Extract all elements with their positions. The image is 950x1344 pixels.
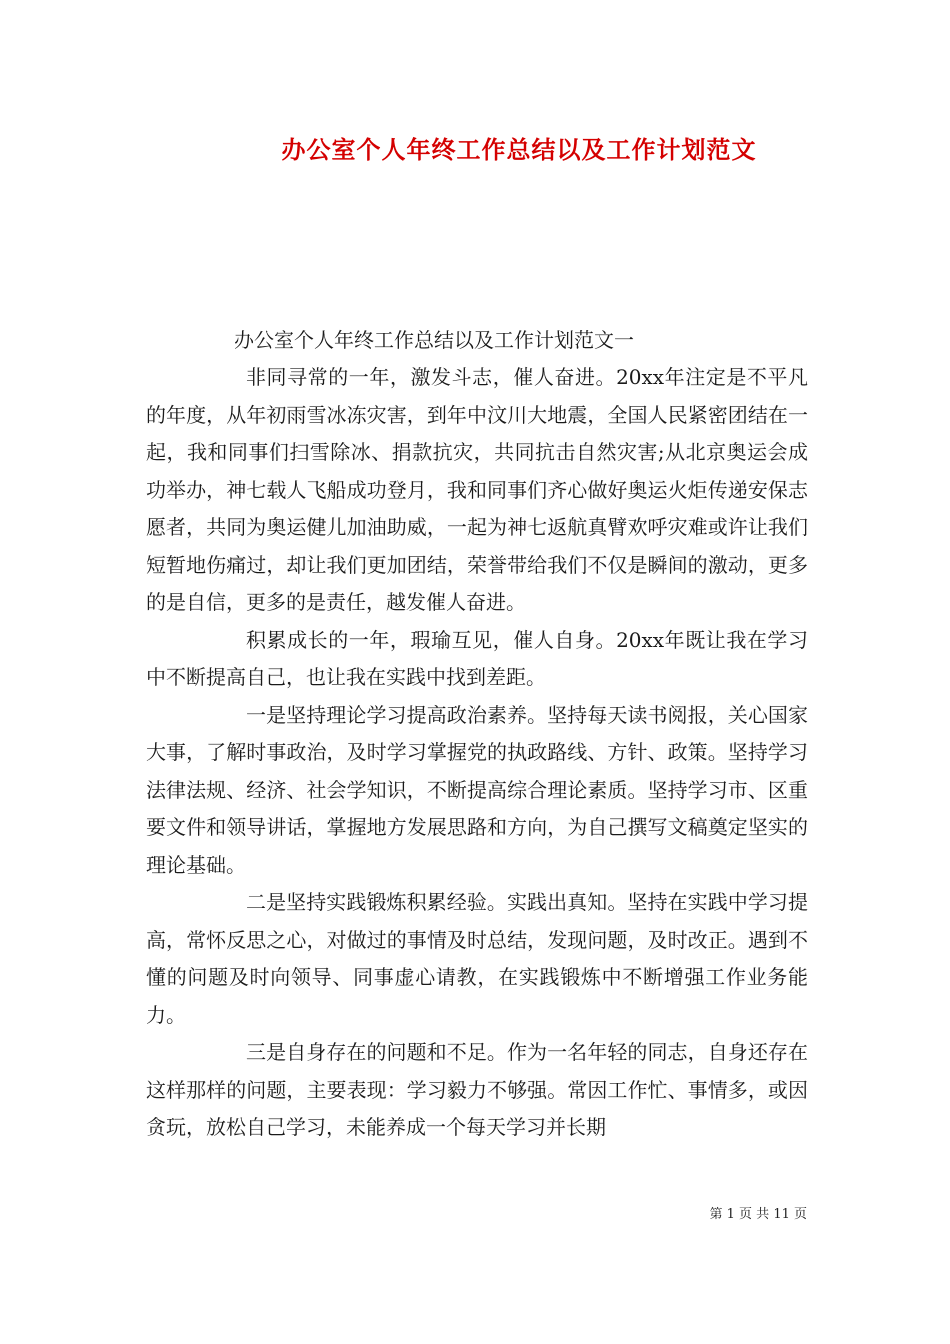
- paragraph-3: 一是坚持理论学习提高政治素养。坚持每天读书阅报，关心国家大事，了解时事政治，及时学习掌握党的执政路线、方针、政策。坚持学习法律法规、经济、社会学知识，不断提高综合理论素质。坚持学习市、区重要文件和领导讲话，掌握地方发展思路和方向，为自己撰写文稿奠定坚实的理论基础。: [146, 702, 808, 877]
- document-title: 办公室个人年终工作总结以及工作计划范文: [281, 135, 757, 164]
- paragraph-4: 二是坚持实践锻炼积累经验。实践出真知。坚持在实践中学习提高，常怀反思之心，对做过的事情及时总结，发现问题，及时改正。遇到不懂的问题及时向领导、同事虚心请教，在实践锻炼中不断增强工作业务能力。: [146, 890, 808, 1027]
- paragraph-1: 非同寻常的一年，激发斗志，催人奋进。20xx年注定是不平凡的年度，从年初雨雪冰冻灾害，到年中汶川大地震，全国人民紧密团结在一起，我和同事们扫雪除冰、捐款抗灾，共同抗击自然灾害;从北京奥运会成功举办，神七载人飞船成功登月，我和同事们齐心做好奥运火炬传递安保志愿者，共同为奥运健儿加油助威，一起为神七返航真臂欢呼灾难或许让我们短暂地伤痛过，却让我们更加团结，荣誉带给我们不仅是瞬间的激动，更多的是自信，更多的是责任，越发催人奋进。: [146, 365, 808, 614]
- section-heading: 办公室个人年终工作总结以及工作计划范文一: [234, 328, 634, 352]
- document-body: [146, 322, 808, 1147]
- paragraph-2: 积累成长的一年，瑕瑜互见，催人自身。20xx年既让我在学习中不断提高自己，也让我在实践中找到差距。: [146, 627, 808, 689]
- paragraph-5: 三是自身存在的问题和不足。作为一名年轻的同志，自身还存在这样那样的问题，主要表现：学习毅力不够强。常因工作忙、事情多，或因贪玩，放松自己学习，未能养成一个每天学习并长期: [146, 1040, 808, 1139]
- page-number-footer: 第 1 页 共 11 页: [709, 1207, 807, 1222]
